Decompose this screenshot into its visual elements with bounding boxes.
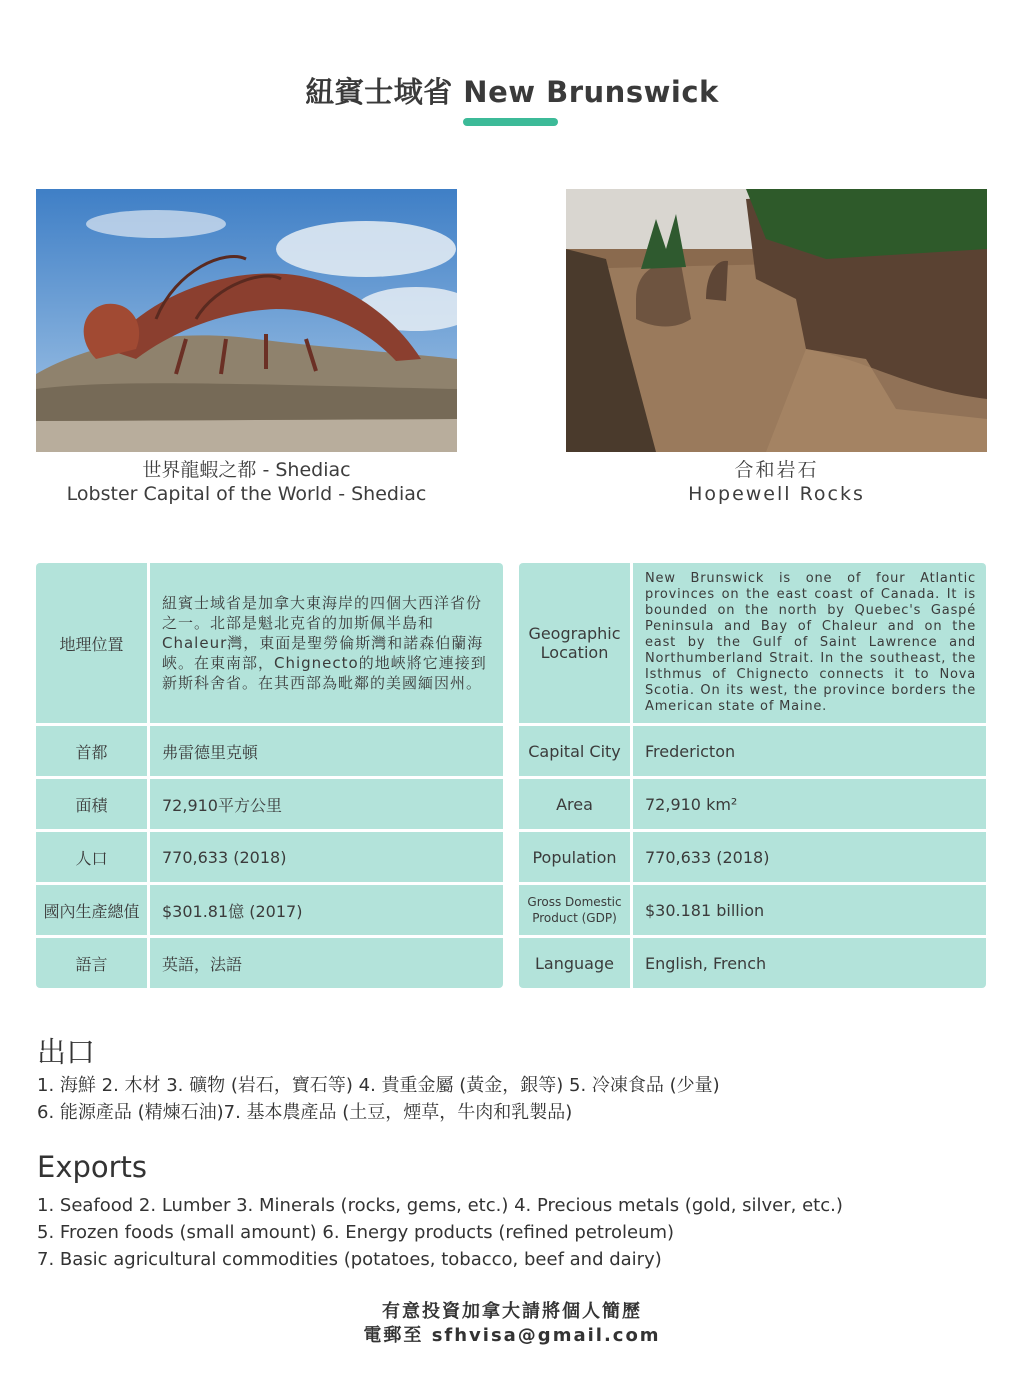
exports-line-zh: 1. 海鮮 2. 木材 3. 礦物 (岩石，寶石等) 4. 貴重金屬 (黃金，銀等) 5. 冷凍食品 (少量) bbox=[37, 1075, 720, 1096]
row-label: Area bbox=[519, 779, 630, 829]
row-label: 國內生產總值 bbox=[36, 885, 147, 935]
title-underline bbox=[463, 118, 558, 126]
table-row bbox=[36, 885, 503, 935]
exports-line-en: 5. Frozen foods (small amount) 6. Energy products (refined petroleum) bbox=[37, 1222, 675, 1243]
table-row bbox=[519, 938, 986, 988]
row-value: $301.81億 (2017) bbox=[150, 885, 503, 935]
row-label: 地理位置 bbox=[36, 563, 147, 723]
table-row bbox=[36, 726, 503, 776]
table-row bbox=[36, 563, 503, 723]
row-label: Language bbox=[519, 938, 630, 988]
lobster-caption bbox=[36, 458, 457, 506]
row-value: New Brunswick is one of four Atlantic provinces on the east coast of Canada. It is bounded on the north by Quebec's Gaspé Peninsula and Bay of Chaleur and on the east by the Gulf of Saint Lawrence and Northumberland Strait. In the southeast, the Isthmus of Chignecto connects it to Nova Scotia. On its west, the province borders the American state of Maine. bbox=[633, 563, 986, 723]
lobster-caption-zh: 世界龍蝦之都 - Shediac bbox=[142, 459, 351, 481]
exports-heading-zh: 出口 bbox=[37, 1035, 96, 1069]
row-value: 72,910 km² bbox=[633, 779, 986, 829]
hopewell-caption bbox=[566, 458, 987, 506]
row-value: $30.181 billion bbox=[633, 885, 986, 935]
exports-line-en: 7. Basic agricultural commodities (potatoes, tobacco, beef and dairy) bbox=[37, 1249, 662, 1270]
row-value: 72,910平方公里 bbox=[150, 779, 503, 829]
row-label: Population bbox=[519, 832, 630, 882]
exports-line-zh: 6. 能源產品 (精煉石油)7. 基本農產品 (土豆，煙草，牛肉和乳製品) bbox=[37, 1102, 573, 1123]
exports-line-en: 1. Seafood 2. Lumber 3. Minerals (rocks, gems, etc.) 4. Precious metals (gold, silver, etc.) bbox=[37, 1195, 843, 1216]
row-label: 人口 bbox=[36, 832, 147, 882]
contact-footer bbox=[0, 1300, 1024, 1348]
table-row bbox=[36, 832, 503, 882]
row-value: English, French bbox=[633, 938, 986, 988]
row-value: 770,633 (2018) bbox=[150, 832, 503, 882]
lobster-photo bbox=[36, 189, 457, 452]
row-value: 英語，法語 bbox=[150, 938, 503, 988]
lobster-caption-en: Lobster Capital of the World - Shediac bbox=[66, 483, 427, 505]
row-value: 770,633 (2018) bbox=[633, 832, 986, 882]
row-label: Capital City bbox=[519, 726, 630, 776]
table-row bbox=[36, 779, 503, 829]
row-value: Fredericton bbox=[633, 726, 986, 776]
info-table-zh bbox=[36, 563, 503, 988]
table-row bbox=[519, 779, 986, 829]
row-label: 面積 bbox=[36, 779, 147, 829]
table-row bbox=[519, 726, 986, 776]
footer-line: 有意投資加拿大請將個人簡歷 bbox=[382, 1301, 642, 1322]
table-row bbox=[36, 938, 503, 988]
table-row bbox=[519, 563, 986, 723]
exports-heading-en: Exports bbox=[37, 1150, 148, 1184]
row-label: 首都 bbox=[36, 726, 147, 776]
footer-email: 電郵至 sfhvisa@gmail.com bbox=[363, 1325, 661, 1346]
hopewell-caption-en: Hopewell Rocks bbox=[688, 483, 865, 505]
row-value: 弗雷德里克頓 bbox=[150, 726, 503, 776]
row-label: 語言 bbox=[36, 938, 147, 988]
hopewell-caption-zh: 合和岩石 bbox=[734, 459, 819, 481]
row-label: Gross Domestic Product (GDP) bbox=[519, 885, 630, 935]
page-title: 紐賓士域省 New Brunswick bbox=[305, 75, 719, 109]
row-label: Geographic Location bbox=[519, 563, 630, 723]
hopewell-rocks-photo bbox=[566, 189, 987, 452]
row-value: 紐賓士域省是加拿大東海岸的四個大西洋省份之一。北部是魁北克省的加斯佩半島和Chaleur灣，東面是聖勞倫斯灣和諾森伯蘭海峽。在東南部，Chignecto的地峽將它連接到新斯科舍省。在其西部為毗鄰的美國緬因州。 bbox=[150, 563, 503, 723]
table-row bbox=[519, 885, 986, 935]
info-table-en bbox=[519, 563, 986, 988]
table-row bbox=[519, 832, 986, 882]
